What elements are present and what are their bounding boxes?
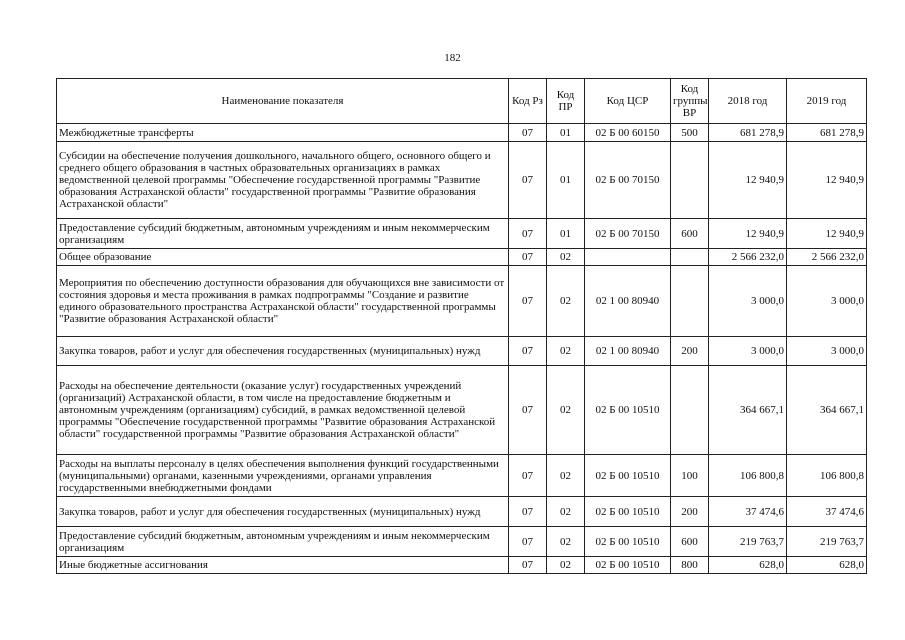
row-rz-cell: 07 [509, 366, 547, 455]
row-csr-cell: 02 Б 00 10510 [585, 557, 671, 574]
row-pr-cell: 02 [547, 337, 585, 366]
row-csr-cell: 02 Б 00 10510 [585, 497, 671, 527]
row-vr-cell: 200 [671, 337, 709, 366]
row-2019-cell: 628,0 [787, 557, 867, 574]
row-name-cell: Субсидии на обеспечение получения дошкольного, начального общего, основного общего и среднего общего образования в частных образовательных организациях в рамках ведомственной целевой программы "Обеспечение государственной программы "Развитие образования Астраханской области" государственной программы "Развитие образования Астраханской области" [57, 142, 509, 219]
row-2018-cell: 3 000,0 [709, 266, 787, 337]
row-pr-cell: 01 [547, 124, 585, 142]
row-2019-cell: 37 474,6 [787, 497, 867, 527]
row-vr-cell: 800 [671, 557, 709, 574]
row-2018-cell: 681 278,9 [709, 124, 787, 142]
row-vr-cell [671, 366, 709, 455]
row-vr-cell [671, 249, 709, 266]
header-name: Наименование показателя [57, 79, 509, 124]
row-csr-cell: 02 1 00 80940 [585, 266, 671, 337]
row-2019-cell: 681 278,9 [787, 124, 867, 142]
row-pr-cell: 02 [547, 366, 585, 455]
row-rz-cell: 07 [509, 142, 547, 219]
row-pr-cell: 02 [547, 249, 585, 266]
row-name-cell: Межбюджетные трансферты [57, 124, 509, 142]
row-vr-cell [671, 266, 709, 337]
row-csr-cell: 02 Б 00 60150 [585, 124, 671, 142]
row-name-cell: Предоставление субсидий бюджетным, автономным учреждениям и иным некоммерческим организациям [57, 527, 509, 557]
row-2019-cell: 3 000,0 [787, 266, 867, 337]
row-2018-cell: 364 667,1 [709, 366, 787, 455]
row-csr-cell: 02 Б 00 10510 [585, 527, 671, 557]
header-2018: 2018 год [709, 79, 787, 124]
row-2019-cell: 12 940,9 [787, 219, 867, 249]
row-vr-cell: 600 [671, 219, 709, 249]
row-rz-cell: 07 [509, 527, 547, 557]
row-csr-cell: 02 1 00 80940 [585, 337, 671, 366]
table-row [57, 557, 867, 574]
row-rz-cell: 07 [509, 249, 547, 266]
row-pr-cell: 02 [547, 527, 585, 557]
table-row [57, 249, 867, 266]
row-pr-cell: 02 [547, 497, 585, 527]
row-csr-cell: 02 Б 00 10510 [585, 455, 671, 497]
row-csr-cell: 02 Б 00 70150 [585, 142, 671, 219]
row-2019-cell: 106 800,8 [787, 455, 867, 497]
row-2018-cell: 2 566 232,0 [709, 249, 787, 266]
table-header-row [57, 79, 867, 124]
row-2019-cell: 364 667,1 [787, 366, 867, 455]
row-2018-cell: 3 000,0 [709, 337, 787, 366]
row-vr-cell: 500 [671, 124, 709, 142]
row-pr-cell: 01 [547, 219, 585, 249]
row-2018-cell: 12 940,9 [709, 219, 787, 249]
table-body [57, 124, 867, 574]
row-rz-cell: 07 [509, 557, 547, 574]
row-csr-cell: 02 Б 00 70150 [585, 219, 671, 249]
table-row [57, 455, 867, 497]
row-2019-cell: 2 566 232,0 [787, 249, 867, 266]
row-vr-cell: 200 [671, 497, 709, 527]
row-name-cell: Закупка товаров, работ и услуг для обеспечения государственных (муниципальных) нужд [57, 337, 509, 366]
header-rz: Код Рз [509, 79, 547, 124]
row-vr-cell: 600 [671, 527, 709, 557]
table-row [57, 219, 867, 249]
row-pr-cell: 01 [547, 142, 585, 219]
row-name-cell: Закупка товаров, работ и услуг для обеспечения государственных (муниципальных) нужд [57, 497, 509, 527]
header-pr: Код ПР [547, 79, 585, 124]
row-2019-cell: 219 763,7 [787, 527, 867, 557]
row-2019-cell: 12 940,9 [787, 142, 867, 219]
table-row [57, 124, 867, 142]
row-name-cell: Предоставление субсидий бюджетным, автономным учреждениям и иным некоммерческим организациям [57, 219, 509, 249]
table-row [57, 337, 867, 366]
row-2018-cell: 106 800,8 [709, 455, 787, 497]
row-name-cell: Расходы на обеспечение деятельности (оказание услуг) государственных учреждений (организаций) Астраханской области, в том числе на предоставление бюджетным и автономным учреждениям (организациям) субсидий, в рамках ведомственной целевой программы "Обеспечение государственной программы "Развитие образования Астраханской области" государственной программы "Развитие образования Астраханской области" [57, 366, 509, 455]
row-2018-cell: 12 940,9 [709, 142, 787, 219]
row-rz-cell: 07 [509, 337, 547, 366]
row-vr-cell [671, 142, 709, 219]
row-2019-cell: 3 000,0 [787, 337, 867, 366]
row-rz-cell: 07 [509, 124, 547, 142]
row-rz-cell: 07 [509, 455, 547, 497]
row-pr-cell: 02 [547, 557, 585, 574]
row-name-cell: Расходы на выплаты персоналу в целях обеспечения выполнения функций государственными (муниципальными) органами, казенными учреждениями, органами управления государственными внебюджетными фондами [57, 455, 509, 497]
row-2018-cell: 628,0 [709, 557, 787, 574]
row-csr-cell [585, 249, 671, 266]
row-rz-cell: 07 [509, 266, 547, 337]
page-number: 182 [444, 52, 461, 64]
row-name-cell: Мероприятия по обеспечению доступности образования для обучающихся вне зависимости от состояния здоровья и места проживания в рамках подпрограммы "Создание и развитие единого образовательного пространства Астраханской области" государственной программы "Развитие образования Астраханской области" [57, 266, 509, 337]
row-name-cell: Иные бюджетные ассигнования [57, 557, 509, 574]
row-pr-cell: 02 [547, 266, 585, 337]
header-vr: Код группы ВР [671, 79, 709, 124]
row-pr-cell: 02 [547, 455, 585, 497]
header-2019: 2019 год [787, 79, 867, 124]
row-rz-cell: 07 [509, 497, 547, 527]
table-row [57, 266, 867, 337]
row-name-cell: Общее образование [57, 249, 509, 266]
row-2018-cell: 37 474,6 [709, 497, 787, 527]
row-vr-cell: 100 [671, 455, 709, 497]
row-rz-cell: 07 [509, 219, 547, 249]
row-csr-cell: 02 Б 00 10510 [585, 366, 671, 455]
table-row [57, 497, 867, 527]
header-csr: Код ЦСР [585, 79, 671, 124]
table-row [57, 142, 867, 219]
table-row [57, 366, 867, 455]
budget-table [56, 78, 867, 574]
table-row [57, 527, 867, 557]
row-2018-cell: 219 763,7 [709, 527, 787, 557]
